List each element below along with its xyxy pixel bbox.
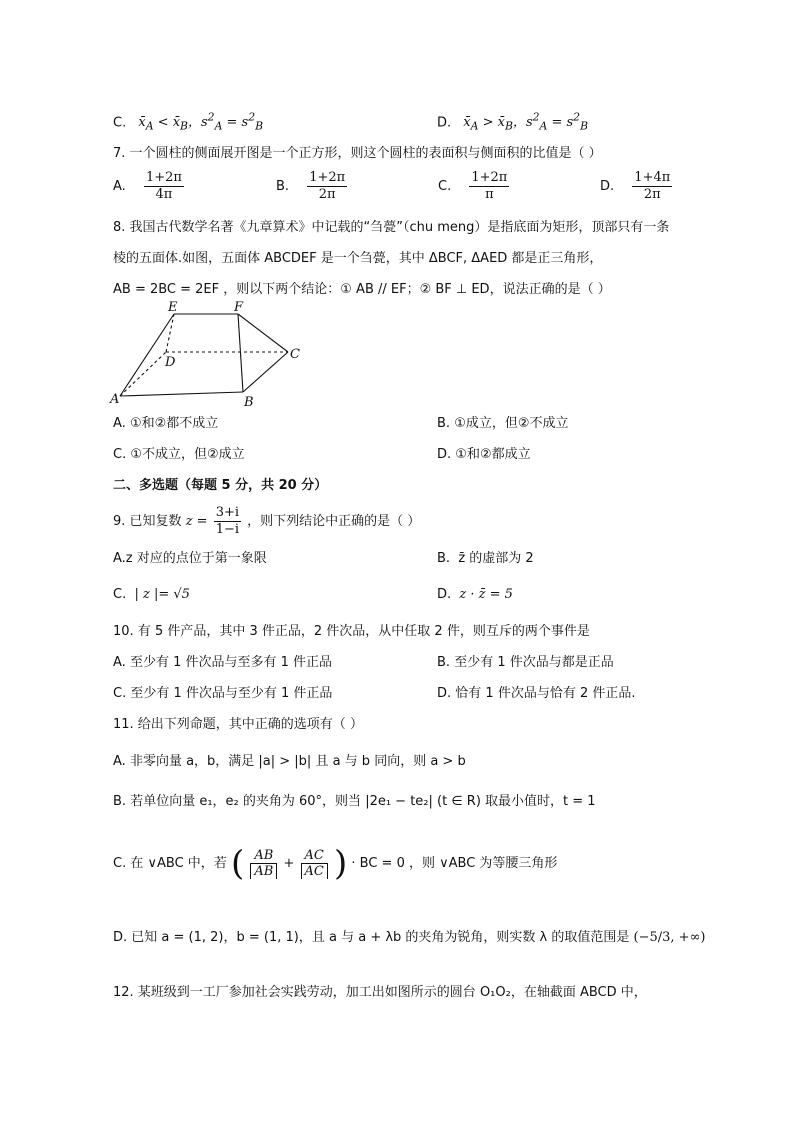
q7-option-d: D. $\frac{1+4\pi}{2\pi}$ xyxy=(600,170,671,202)
q9-option-a: A.z 对应的点位于第一象限 xyxy=(113,551,267,566)
q9-option-d: D. z · z̄ = 5 xyxy=(437,587,513,602)
edge-ad xyxy=(120,352,166,396)
q10-stem: 10. 有 5 件产品，其中 3 件正品，2 件次品，从中任取 2 件，则互斥的两个事件是 xyxy=(113,624,590,639)
vertex-label-b: B xyxy=(244,395,254,410)
q11-option-b: B. 若单位向量 e₁，e₂ 的夹角为 60°，则当 |2e₁ − te₂| (t ∈ R) 取最小值时，t = 1 xyxy=(113,794,596,809)
q8-option-c: C. ①不成立，但②成立 xyxy=(113,447,245,462)
right-paren: ) xyxy=(333,843,348,884)
q8-stem-3: AB = 2BC = 2EF ，则以下两个结论：① AB // EF；② BF ⊥ ED，说法正确的是（ ） xyxy=(113,282,611,297)
q10-option-b: B. 至少有 1 件次品与都是正品 xyxy=(437,655,614,670)
option-label: D. xyxy=(437,115,452,131)
q7-option-b: B. $\frac{1+2\pi}{2\pi}$ xyxy=(276,170,346,202)
q12-stem: 12. 某班级到一工厂参加社会实践劳动，加工出如图所示的圆台 O₁O₂，在轴截面 ABCD 中， xyxy=(113,985,647,1000)
vertex-label-e: E xyxy=(168,300,178,315)
q10-option-a: A. 至少有 1 件次品与至多有 1 件正品 xyxy=(113,655,333,670)
q8-stem-1: 8. 我国古代数学名著《九章算术》中记载的“刍甍”（chu meng）是指底面为矩形，顶部只有一条 xyxy=(113,220,670,235)
edge-bc xyxy=(243,352,288,392)
q9-option-c: C. | z |= √5 xyxy=(113,587,190,602)
q7-option-a: A. $\frac{1+2\pi}{4\pi}$ xyxy=(113,170,182,202)
section-title: 二、多选题（每题 5 分，共 20 分） xyxy=(113,478,328,493)
q8-stem-2: 棱的五面体.如图，五面体 ABCDEF 是一个刍甍，其中 ΔBCF, ΔAED 都是正三角形， xyxy=(113,251,603,266)
q7-stem: 7. 一个圆柱的侧面展开图是一个正方形，则这个圆柱的表面积与侧面积的比值是（ ） xyxy=(113,146,602,161)
q6-option-c: C. $x̄_A$ < $x̄_B$，$s^2_A = s^2_B$ xyxy=(113,111,264,133)
edge-fb xyxy=(238,314,243,392)
vertex-label-c: C xyxy=(290,347,300,362)
vertex-label-a: A xyxy=(110,392,120,407)
q8-option-a: A. ①和②都不成立 xyxy=(113,416,219,431)
q11-stem: 11. 给出下列命题，其中正确的选项有（ ） xyxy=(113,717,363,732)
q6-option-d: D. $x̄_A$ > $x̄_B$，$s^2_A = s^2_B$ xyxy=(437,111,589,133)
q10-option-d: D. 恰有 1 件次品与恰有 2 件正品. xyxy=(437,686,636,701)
option-label: C. xyxy=(113,115,127,131)
q11-option-d: D. 已知 a = (1, 2)，b = (1, 1)，且 a 与 a + λb 的夹角为锐角，则实数 λ 的取值范围是 (−5/3, +∞) xyxy=(113,930,706,945)
vertex-label-d: D xyxy=(165,355,176,370)
q8-option-b: B. ①成立，但②不成立 xyxy=(437,416,569,431)
vertex-label-f: F xyxy=(234,300,244,315)
q7-option-c: C. $\frac{1+2\pi}{\pi}$ xyxy=(438,170,508,202)
q11-option-c: C. 在 ∨ABC 中，若 ( $\frac{AB}{AB}$ + $\frac{AC}{AC}$ ) · BC = 0 ，则 ∨ABC 为等腰三角形 xyxy=(113,843,558,884)
edge-ab xyxy=(120,392,243,396)
q9-option-b: B. z̄ 的虚部为 2 xyxy=(437,551,534,566)
left-paren: ( xyxy=(230,843,245,884)
q11-option-a: A. 非零向量 a，b，满足 |a| > |b| 且 a 与 b 同向，则 a > b xyxy=(113,754,466,769)
edge-fc xyxy=(238,314,288,352)
q10-option-c: C. 至少有 1 件次品与至少有 1 件正品 xyxy=(113,686,333,701)
q8-option-d: D. ①和②都成立 xyxy=(437,447,531,462)
q9-stem: 9. 已知复数 z = $\frac{3+i}{1-i}$ ，则下列结论中正确的是（ ） xyxy=(113,505,421,537)
q8-figure xyxy=(108,300,308,410)
